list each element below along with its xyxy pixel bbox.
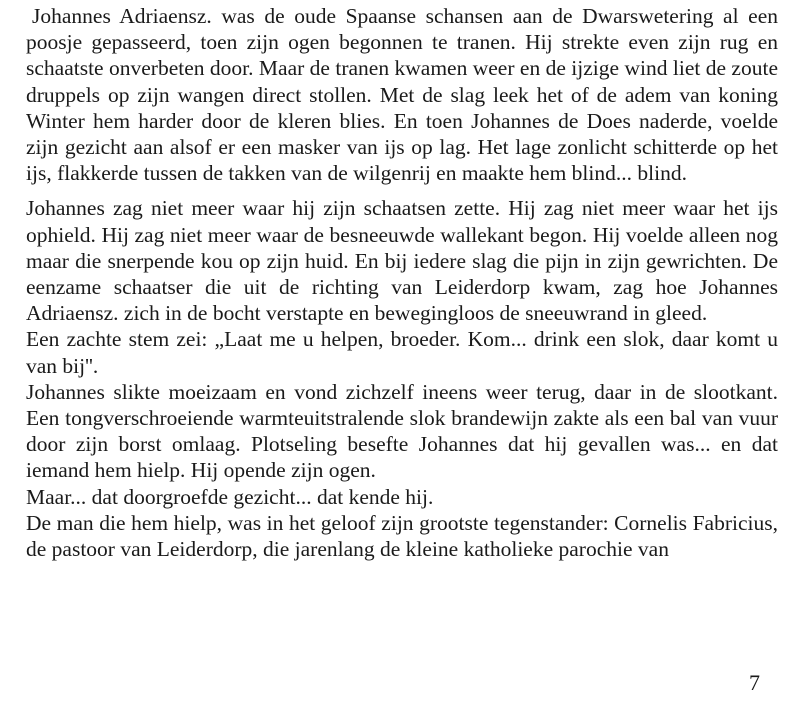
paragraph-4: Johannes slikte moeizaam en vond zichzelf ineens weer terug, daar in de slootkant. Een tongverschroeiende warmteuitstralende slok brandewijn zakte als een bal van vuur door zijn borst omlaag. Plotseling besefte Johannes dat hij gevallen was... en dat iemand hem hielp. Hij opende zijn ogen.	[26, 379, 778, 483]
paragraph-6: De man die hem hielp, was in het geloof zijn grootste tegenstander: Cornelis Fabricius, de pastoor van Leiderdorp, die jarenlang de kleine katholieke parochie van	[26, 510, 778, 562]
paragraph-5: Maar... dat doorgroefde gezicht... dat kende hij.	[26, 484, 434, 509]
body-text	[26, 3, 778, 562]
page-number: 7	[749, 670, 760, 695]
paragraph-2: Johannes zag niet meer waar hij zijn schaatsen zette. Hij zag niet meer waar het ijs ophield. Hij zag niet meer waar de besneeuwde wallekant begon. Hij voelde alleen nog maar die snerpende kou op zijn huid. En bij iedere slag die pijn in zijn gewrichten. De eenzame schaatser die uit de richting van Leiderdorp kwam, zag hoe Johannes Adriaensz. zich in de bocht verstapte en bewegingloos de sneeuwrand in gleed.	[26, 196, 778, 326]
paragraph-1: Johannes Adriaensz. was de oude Spaanse schansen aan de Dwarswetering al een poosje gepasseerd, toen zijn ogen begonnen te tranen. Hij strekte even zijn rug en schaatste onverbeten door. Maar de tranen kwamen weer en de ijzige wind liet de zoute druppels op zijn wangen direct stollen. Met de slag leek het of de adem van koning Winter hem harder door de kleren blies. En toen Johannes de Does naderde, voelde zijn gezicht aan alsof er een masker van ijs op lag. Het lage zonlicht schitterde op het ijs, flakkerde tussen de takken van de wilgenrij en maakte hem blind... blind.	[26, 4, 778, 186]
paragraph-3: Een zachte stem zei: „Laat me u helpen, broeder. Kom... drink een slok, daar komt u van bij''.	[26, 327, 778, 378]
